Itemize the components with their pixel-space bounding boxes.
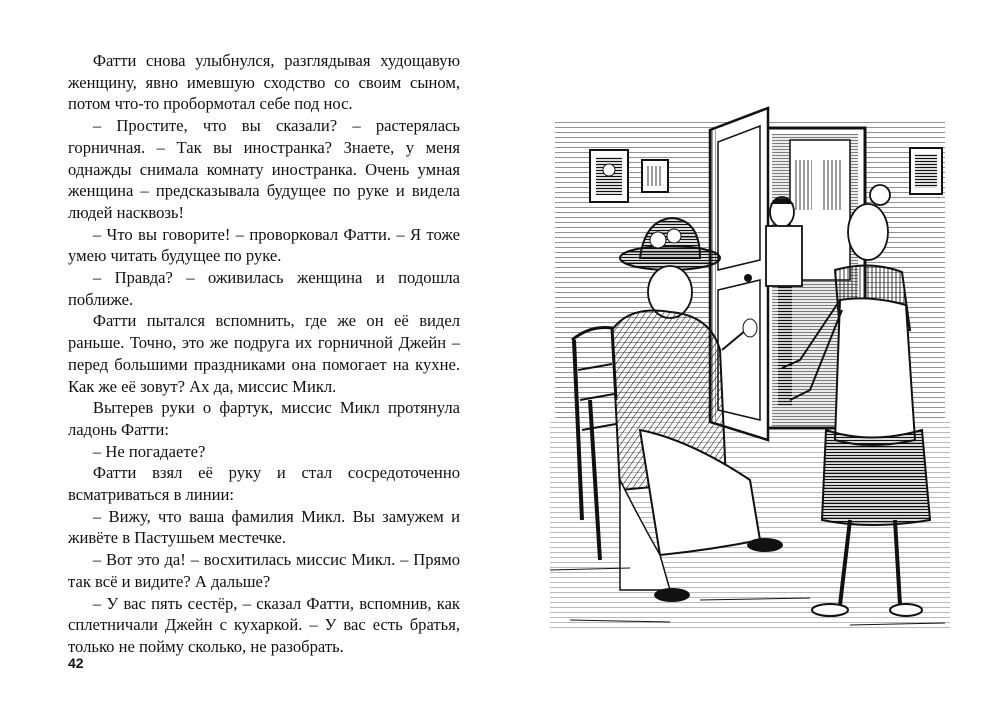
page-number: 42 (68, 655, 84, 671)
paragraph: Фатти пытался вспомнить, где же он её видел раньше. Точно, это же подруга их горничной Джейн – перед большими праздниками она помогает на кухне. Как же её зовут? Ах да, миссис Микл. (68, 311, 460, 396)
paragraph: – Не погадаете? (92, 441, 206, 461)
body-text (68, 50, 460, 658)
wall-portrait-left (590, 150, 628, 202)
paragraph: – У вас пять сестёр, – сказал Фатти, вспомнив, как сплетничали Джейн с кухаркой. – У вас есть братья, только не пойму сколько, не разобрать. (68, 593, 460, 656)
paragraph: – Что вы говорите! – проворковал Фатти. – Я тоже умею читать будущее по руке. (68, 224, 460, 266)
paragraph: Фатти взял её руку и стал сосредоточенно всматриваться в линии: (68, 463, 460, 505)
paragraph: Вытерев руки о фартук, миссис Микл протянула ладонь Фатти: (68, 398, 460, 439)
paragraph: – Вот это да! – восхитилась миссис Микл. – Прямо так всё и видите? А дальше? (68, 550, 460, 591)
paragraph: – Вижу, что ваша фамилия Микл. Вы замужем и живёте в Пастушьем местечке. (68, 506, 460, 548)
paragraph: – Простите, что вы сказали? – растерялась горничная. – Так вы иностранка? Знаете, у меня однажды снимала комнату иностранка. Очень умная женщина – предсказывала будущее по руке и видела людей насквозь! (68, 116, 460, 222)
wall-portrait-right (910, 148, 942, 194)
paragraph: Фатти снова улыбнулся, разглядывая худощавую женщину, явно имевшую сходство со своим сыном, потом что-то пробормотал себе под нос. (68, 51, 460, 114)
wall-portrait-small (642, 160, 668, 192)
paragraph: – Правда? – оживилась женщина и подошла поближе. (68, 268, 460, 309)
ink-illustration (550, 100, 950, 640)
